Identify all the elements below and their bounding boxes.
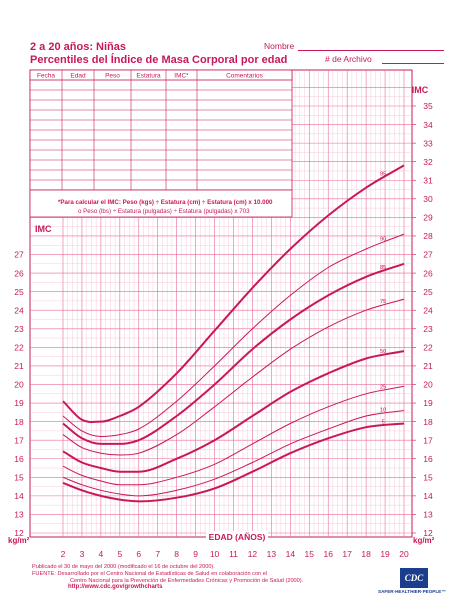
page-title: 2 a 20 años: Niñas — [30, 41, 126, 53]
y-tick-label-right: 14 — [423, 491, 433, 502]
percentile-label-5: 5 — [381, 419, 385, 426]
unit-label-left: kg/m² — [8, 536, 30, 545]
y-tick-label-right: 17 — [423, 435, 433, 446]
y-tick-label-right: 22 — [423, 342, 433, 353]
y-tick-label-left: 17 — [14, 435, 24, 446]
y-tick-label-right: 12 — [423, 528, 433, 539]
y-axis-title-left: IMC — [35, 224, 52, 234]
y-tick-label-left: 18 — [14, 416, 24, 427]
record-table-column-header: Comentarios — [226, 72, 263, 80]
x-tick-label: 9 — [193, 549, 198, 559]
y-tick-label-left: 20 — [14, 379, 24, 390]
source-note: FUENTE: Desarrollado por el Centro Nacional de Estadísticas de Salud en colaboración con el — [32, 571, 268, 577]
y-tick-label-right: 19 — [423, 398, 433, 409]
y-tick-label-right: 15 — [423, 472, 433, 483]
record-table-column-header: Peso — [105, 72, 120, 80]
x-tick-label: 5 — [117, 549, 123, 559]
y-tick-label-left: 26 — [14, 268, 24, 279]
percentile-label-25: 25 — [380, 384, 387, 391]
record-table — [30, 70, 292, 217]
y-tick-label-right: 27 — [423, 249, 433, 260]
percentile-label-95: 95 — [380, 171, 387, 178]
y-tick-label-right: 33 — [423, 138, 433, 149]
x-tick-label: 13 — [266, 549, 277, 559]
y-tick-label-left: 19 — [14, 398, 24, 409]
x-tick-label: 2 — [60, 549, 66, 559]
y-tick-label-right: 34 — [423, 119, 433, 130]
y-tick-label-right: 35 — [423, 101, 433, 112]
y-tick-label-right: 28 — [423, 231, 433, 242]
percentile-label-85: 85 — [380, 264, 387, 271]
x-tick-label: 11 — [229, 549, 238, 559]
y-tick-label-left: 24 — [14, 305, 24, 316]
cdc-tagline: SAFER·HEALTHIER·PEOPLE™ — [378, 589, 446, 594]
y-tick-label-right: 24 — [423, 305, 433, 316]
unit-label-right: kg/m² — [413, 536, 435, 545]
percentile-label-10: 10 — [380, 407, 387, 414]
cdc-link[interactable]: http://www.cdc.gov/growthcharts — [68, 584, 163, 590]
x-axis-title: EDAD (AÑOS) — [208, 532, 266, 542]
bmi-formula-metric: *Para calcular el IMC: Peso (kgs) ÷ Estatura (cm) ÷ Estatura (cm) x 10.000 — [58, 199, 273, 206]
y-tick-label-right: 26 — [423, 268, 433, 279]
record-table-column-header: Edad — [70, 72, 86, 80]
file-number-label: # de Archivo — [325, 54, 372, 64]
percentile-label-90: 90 — [380, 236, 387, 243]
y-tick-label-left: 21 — [14, 361, 24, 372]
page-subtitle: Percentiles del Índice de Masa Corporal por edad — [30, 54, 288, 66]
percentile-label-75: 75 — [380, 299, 387, 306]
y-tick-label-right: 21 — [423, 361, 433, 372]
x-tick-label: 17 — [342, 549, 352, 559]
y-tick-label-right: 16 — [423, 453, 433, 464]
record-table-column-header: IMC* — [174, 72, 189, 80]
y-tick-label-right: 29 — [423, 212, 433, 223]
bmi-formula-imperial: o Peso (lbs) ÷ Estatura (pulgadas) ÷ Estatura (pulgadas) x 703 — [78, 208, 250, 215]
x-tick-label: 18 — [361, 549, 371, 559]
x-tick-label: 12 — [247, 549, 258, 559]
source-note-2: Centro Nacional para la Prevención de Enfermedades Crónicas y Promoción de Salud (2000). — [70, 578, 304, 584]
publication-note: Publicado el 30 de mayo del 2000 (modificado el 16 de octubre del 2000). — [32, 564, 215, 570]
y-tick-label-right: 32 — [423, 156, 433, 167]
y-tick-label-left: 12 — [14, 528, 24, 539]
x-tick-label: 14 — [285, 549, 296, 559]
y-tick-label-left: 23 — [14, 323, 24, 334]
y-tick-label-left: 25 — [14, 286, 24, 297]
percentile-label-50: 50 — [380, 349, 387, 356]
y-tick-label-left: 22 — [14, 342, 24, 353]
cdc-logo: CDC — [400, 568, 428, 588]
x-tick-label: 7 — [155, 549, 161, 559]
y-tick-label-right: 30 — [423, 194, 433, 205]
y-tick-label-left: 27 — [14, 249, 24, 260]
y-tick-label-right: 23 — [423, 323, 433, 334]
x-tick-label: 8 — [174, 549, 180, 559]
y-tick-label-right: 31 — [423, 175, 433, 186]
x-tick-label: 3 — [79, 549, 85, 559]
name-label: Nombre — [264, 41, 295, 51]
x-tick-label: 20 — [399, 549, 409, 559]
y-tick-label-left: 14 — [14, 491, 24, 502]
x-tick-label: 10 — [209, 549, 220, 559]
y-axis-title-right: IMC — [411, 85, 429, 95]
y-tick-label-left: 13 — [14, 509, 24, 520]
x-tick-label: 4 — [98, 549, 104, 559]
x-tick-label: 6 — [136, 549, 142, 559]
record-table-column-header: Fecha — [36, 72, 56, 80]
x-tick-label: 15 — [304, 549, 315, 559]
x-tick-label: 19 — [380, 549, 390, 559]
y-tick-label-right: 18 — [423, 416, 433, 427]
y-tick-label-left: 15 — [14, 472, 24, 483]
y-tick-label-right: 13 — [423, 509, 433, 520]
x-tick-label: 16 — [323, 549, 333, 559]
y-tick-label-left: 16 — [14, 453, 24, 464]
y-tick-label-right: 25 — [423, 286, 433, 297]
record-table-column-header: Estatura — [136, 72, 161, 80]
y-tick-label-right: 20 — [423, 379, 433, 390]
